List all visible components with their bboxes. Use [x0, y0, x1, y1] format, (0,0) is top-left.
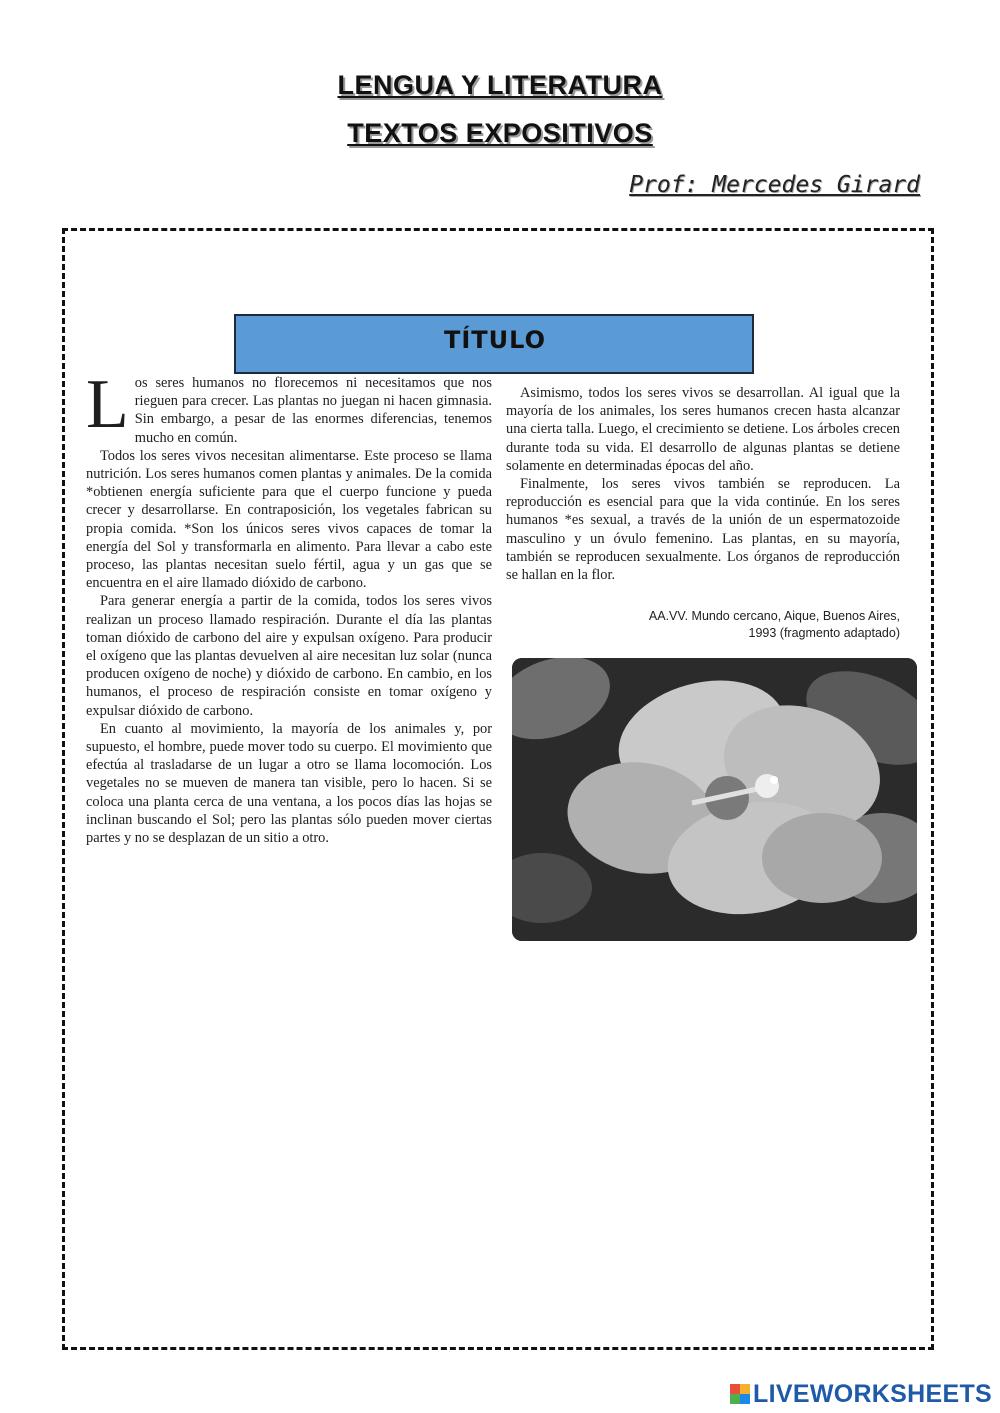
left-column: [86, 366, 492, 847]
paragraph: [86, 366, 492, 447]
citation-line: AA.VV. Mundo cercano, Aique, Buenos Aires,: [648, 609, 900, 623]
paragraph-text: os seres humanos no florecemos ni necesitamos que nos rieguen para crecer. Las plantas no juegan ni hacen gimnasia. Sin embargo, a pesar de las enormes diferencias, tenemos mucho en común.: [134, 375, 492, 446]
hibiscus-flower-image: [512, 658, 917, 941]
title-label: TÍTULO: [444, 326, 546, 354]
paragraph: En cuanto al movimiento, la mayoría de los animales y, por supuesto, el hombre, puede mover todo su cuerpo. El movimiento que efectúa al trasladarse de un lugar a otro se llama locomoción. Los vegetales no se mueven de manera tan visible, pero lo hacen. Si se coloca una planta cerca de una ventana, a los pocos días las hojas se inclinan buscando el Sol; pero las plantas sólo pueden mover ciertas partes y no se desplazan de un sitio a otro.: [86, 720, 492, 847]
hibiscus-photo: [512, 658, 917, 941]
paragraph: Todos los seres vivos necesitan alimentarse. Este proceso se llama nutrición. Los seres humanos comen plantas y animales. De la comida *obtienen energía suficiente para que el cuerpo funcione y pueda crecer y desarrollarse. En contraposición, los vegetales fabrican su propia comida. *Son los únicos seres vivos capaces de tomar la energía del Sol y transformarla en alimento. Para llevar a cabo este proceso, las plantas necesitan suelo fértil, agua y un gas que se encuentra en el aire llamado dióxido de carbono.: [86, 447, 492, 592]
author-line: Prof: Mercedes Girard: [629, 172, 920, 198]
logo-squares-icon: [730, 1384, 750, 1404]
logo-text: LIVEWORKSHEETS: [753, 1379, 992, 1408]
liveworksheets-logo[interactable]: [730, 1379, 992, 1409]
scanned-article: [84, 350, 920, 970]
topic-heading: TEXTOS EXPOSITIVOS: [347, 118, 653, 148]
drop-cap: L: [86, 366, 129, 443]
paragraph: Finalmente, los seres vivos también se reproducen. La reproducción es esencial para que la vida continúe. En los seres humanos *es sexual, a través de la unión de un espermatozoide masculino y un óvulo femenino. Las plantas, en su mayoría, también se reproducen sexualmente. Los órganos de reproducción se hallan en la flor.: [506, 476, 900, 584]
right-column: [506, 384, 900, 584]
citation-line: 1993 (fragmento adaptado): [748, 626, 900, 640]
citation: [514, 608, 900, 642]
title-answer-box[interactable]: [234, 314, 754, 374]
paragraph: Asimismo, todos los seres vivos se desarrollan. Al igual que la mayoría de los animales, los seres humanos crecen hasta alcanzar una cierta talla. Luego, el crecimiento se detiene. Los árboles crecen durante toda su vida. El desarrollo de algunas plantas se detiene solamente en determinadas épocas del año.: [506, 385, 900, 474]
subject-heading: LENGUA Y LITERATURA: [337, 70, 663, 100]
paragraph: Para generar energía a partir de la comida, todos los seres vivos realizan un proceso llamado respiración. Durante el día las plantas toman dióxido de carbono del aire y expulsan oxígeno. Para producir el oxígeno que las plantas devuelven al aire necesitan luz solar (nunca producen oxígeno de noche) y dióxido de carbono. En cambio, en los humanos, el proceso de respiración consiste en tomar oxígeno y expulsar dióxido de carbono.: [86, 593, 492, 719]
